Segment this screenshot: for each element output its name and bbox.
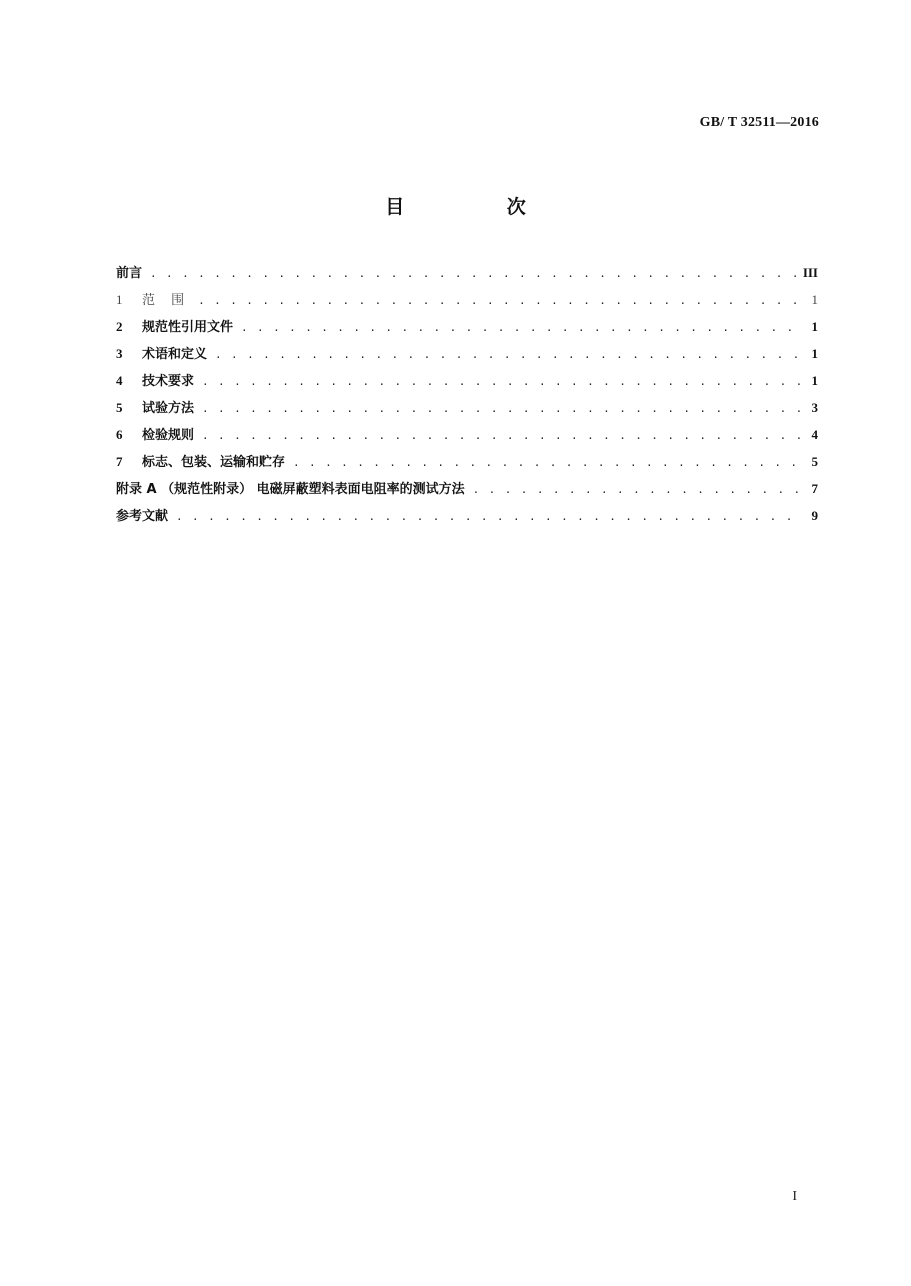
toc-entry-bibliography[interactable] bbox=[116, 505, 818, 532]
toc-leader-dots bbox=[473, 483, 804, 496]
page-number: I bbox=[792, 1189, 797, 1204]
toc-entry-label: 规范性引用文件 bbox=[142, 320, 234, 335]
toc-entry-test-methods[interactable] bbox=[116, 397, 818, 424]
toc-entry-marking-packaging[interactable] bbox=[116, 451, 818, 478]
toc-entry-foreword[interactable] bbox=[116, 262, 818, 289]
toc-entry-page: 1 bbox=[811, 346, 818, 361]
toc-entry-label: 试验方法 bbox=[142, 401, 195, 416]
toc-leader-dots bbox=[202, 375, 804, 388]
toc-entry-page: 4 bbox=[811, 427, 818, 442]
toc-entry-page: 7 bbox=[811, 481, 818, 496]
standard-number: GB/ T 32511—2016 bbox=[699, 115, 819, 130]
toc-entry-label: 检验规则 bbox=[142, 428, 195, 443]
toc-entry-page: III bbox=[802, 265, 818, 280]
toc-leader-dots bbox=[241, 321, 804, 334]
toc-entry-number: 5 bbox=[116, 400, 123, 415]
toc-entry-number: 4 bbox=[116, 373, 123, 388]
toc-entry-label: 标志、包装、运输和贮存 bbox=[142, 455, 286, 470]
toc-leader-dots bbox=[198, 294, 804, 307]
toc-entry-page: 3 bbox=[811, 400, 818, 415]
toc-entry-page: 1 bbox=[811, 292, 818, 307]
toc-entry-label: 参考文献 bbox=[116, 509, 169, 524]
page-title: 目 次 bbox=[385, 196, 574, 218]
toc-entry-annex-a[interactable] bbox=[116, 478, 818, 505]
toc-entry-page: 1 bbox=[811, 319, 818, 334]
toc-entry-label: 术语和定义 bbox=[142, 347, 208, 362]
toc-leader-dots bbox=[176, 510, 804, 523]
toc-entry-label: 前言 bbox=[116, 266, 143, 281]
toc-entry-normative-references[interactable] bbox=[116, 316, 818, 343]
toc-entry-scope[interactable] bbox=[116, 289, 818, 316]
toc-entry-number: 3 bbox=[116, 346, 123, 361]
toc-leader-dots bbox=[150, 267, 799, 280]
toc-entry-number: 1 bbox=[116, 292, 123, 307]
toc-leader-dots bbox=[202, 402, 804, 415]
toc-entry-page: 9 bbox=[811, 508, 818, 523]
toc-entry-inspection-rules[interactable] bbox=[116, 424, 818, 451]
toc-leader-dots bbox=[202, 429, 804, 442]
toc-leader-dots bbox=[215, 348, 804, 361]
toc-entry-page: 1 bbox=[811, 373, 818, 388]
toc-entry-terms[interactable] bbox=[116, 343, 818, 370]
toc-entry-number: 7 bbox=[116, 454, 123, 469]
table-of-contents bbox=[116, 262, 818, 532]
toc-entry-label: 技术要求 bbox=[142, 374, 195, 389]
toc-entry-number: 2 bbox=[116, 319, 123, 334]
toc-entry-page: 5 bbox=[811, 454, 818, 469]
toc-entry-number: 6 bbox=[116, 427, 123, 442]
toc-entry-label: 附录 A （规范性附录） 电磁屏蔽塑料表面电阻率的测试方法 bbox=[116, 482, 465, 497]
toc-leader-dots bbox=[293, 456, 804, 469]
toc-entry-technical-requirements[interactable] bbox=[116, 370, 818, 397]
toc-entry-label: 范 围 bbox=[142, 293, 191, 308]
